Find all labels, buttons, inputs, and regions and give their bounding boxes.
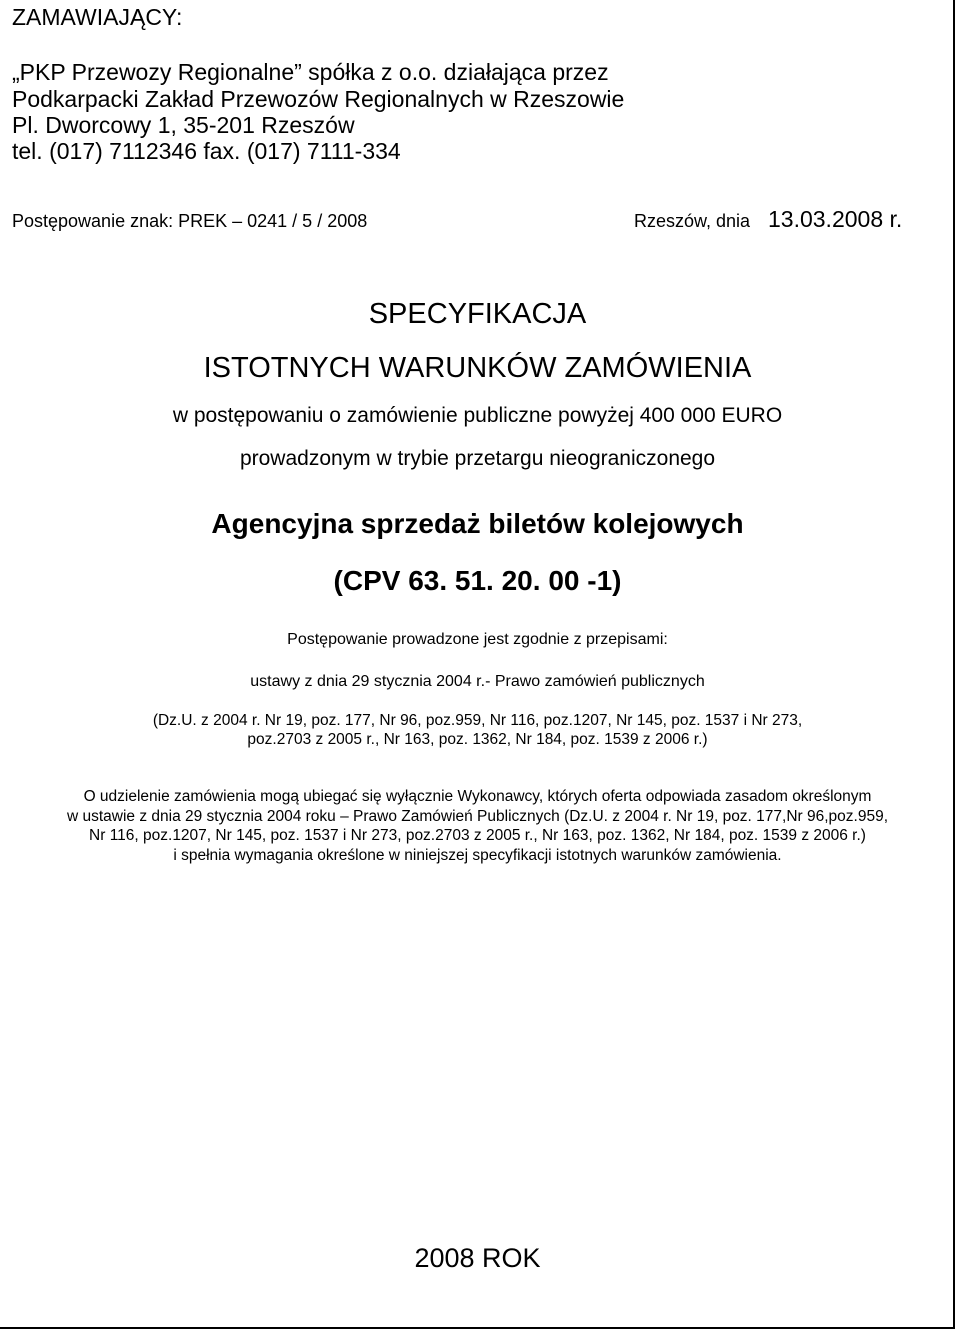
orderer-address-line: Pl. Dworcowy 1, 35-201 Rzeszów — [12, 112, 355, 138]
contract-subject: Agencyjna sprzedaż biletów kolejowych — [211, 508, 744, 539]
legal-act: ustawy z dnia 29 stycznia 2004 r.- Prawo zamówień publicznych — [250, 673, 705, 690]
orderer-branch-line: Podkarpacki Zakład Przewozów Regionalnych w Rzeszowie — [12, 86, 625, 112]
date-label: Rzeszów, dnia — [634, 211, 751, 231]
legal-reference-line2: poz.2703 z 2005 r., Nr 163, poz. 1362, Nr 184, poz. 1539 z 2006 r.) — [247, 731, 708, 748]
procedure-description: w postępowaniu o zamówienie publiczne powyżej 400 000 EURO — [172, 404, 783, 427]
legal-reference-line1: (Dz.U. z 2004 r. Nr 19, poz. 177, Nr 96, poz.959, Nr 116, poz.1207, Nr 145, poz. 1537 i Nr 273, — [152, 712, 803, 729]
document-title: SPECYFIKACJA — [368, 298, 587, 330]
case-reference: Postępowanie znak: PREK – 0241 / 5 / 2008 — [12, 211, 368, 231]
orderer-phone-line: tel. (017) 7112346 fax. (017) 7111-334 — [12, 138, 401, 164]
document-date: 13.03.2008 r. — [768, 206, 903, 232]
eligibility-paragraph — [0, 787, 955, 865]
orderer-heading: ZAMAWIAJĄCY: — [12, 4, 183, 30]
paragraph-line: Nr 116, poz.1207, Nr 145, poz. 1537 i Nr 273, poz.2703 z 2005 r., Nr 163, poz. 1362, Nr 184, poz. 1539 z 2006 r.) — [89, 827, 866, 844]
cpv-code: (CPV 63. 51. 20. 00 -1) — [333, 565, 622, 596]
document-year: 2008 ROK — [414, 1243, 541, 1273]
paragraph-line: w ustawie z dnia 29 stycznia 2004 roku – Prawo Zamówień Publicznych (Dz.U. z 2004 r. Nr 19, poz. 177,Nr 96,poz.959, — [66, 807, 889, 825]
paragraph-line: i spełnia wymagania określone w niniejszej specyfikacji istotnych warunków zamówienia. — [173, 846, 782, 864]
document-title-line2: ISTOTNYCH WARUNKÓW ZAMÓWIENIA — [203, 352, 752, 384]
orderer-name-line: „PKP Przewozy Regionalne” spółka z o.o. działająca przez — [12, 59, 609, 85]
legal-basis-intro: Postępowanie prowadzone jest zgodnie z przepisami: — [287, 631, 668, 648]
paragraph-line: O udzielenie zamówienia mogą ubiegać się wyłącznie Wykonawcy, których oferta odpowiada zasadom określonym — [83, 788, 872, 805]
procedure-mode: prowadzonym w trybie przetargu nieograniczonego — [239, 447, 716, 470]
